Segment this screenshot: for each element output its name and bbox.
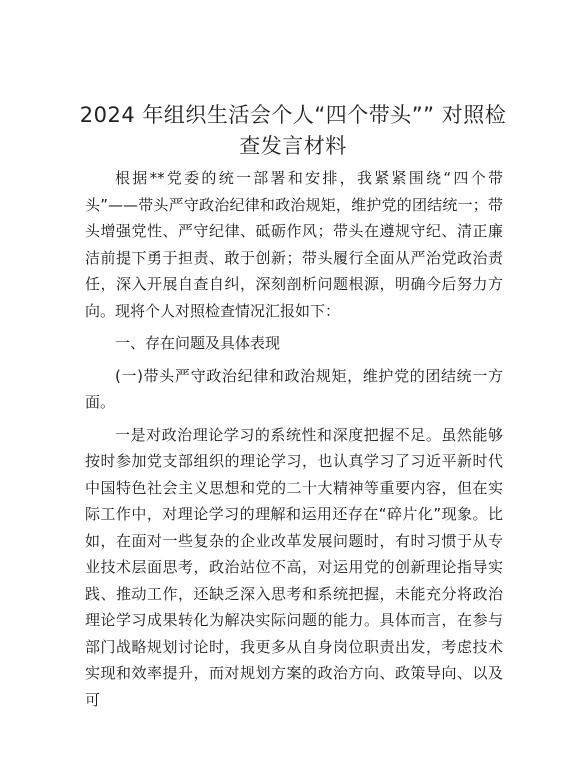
- title-line-1: 2024 年组织生活会个人“四个带头”” 对照检: [79, 103, 507, 127]
- subsection-heading: (一)带头严守政治纪律和政治规矩，维护党的团结统一方面。: [85, 366, 503, 411]
- body-paragraph: 一是对政治理论学习的系统性和深度把握不足。虽然能够按时参加党支部组织的理论学习，也认真学习了习近平新时代中国特色社会主义思想和党的二十大精神等重要内容，但在实际工作中，对理论学习的理解和运用还存在“碎片化”现象。比如，在面对一些复杂的企业改革发展问题时，有时习惯于从专业技术层面思考，政治站位不高，对运用党的创新理论指导实践、推动工作，还缺乏深入思考和系统把握，未能充分将政治理论学习成果转化为解决实际问题的能力。具体而言，在参与部门战略规划讨论时，我更多从自身岗位职责出发，考虑技术实现和效率提升，而对规划方案的政治方向、政策导向、以及可: [85, 425, 503, 709]
- document-body: [85, 165, 503, 719]
- title-line-2: 查发言材料: [239, 134, 347, 158]
- section-heading: 一、存在问题及具体表现: [115, 334, 281, 352]
- document-title: [70, 100, 516, 162]
- intro-paragraph: 根据**党委的统一部署和安排，我紧紧围绕“四个带头”——带头严守政治纪律和政治规矩，维护党的团结统一；带头增强党性、严守纪律、砥砺作风；带头在遵规守纪、清正廉洁前提下勇于担责、敢于创新；带头履行全面从严治党政治责任，深入开展自查自纠，深刻剖析问题根源，明确今后努力方向。现将个人对照检查情况汇报如下：: [85, 169, 503, 320]
